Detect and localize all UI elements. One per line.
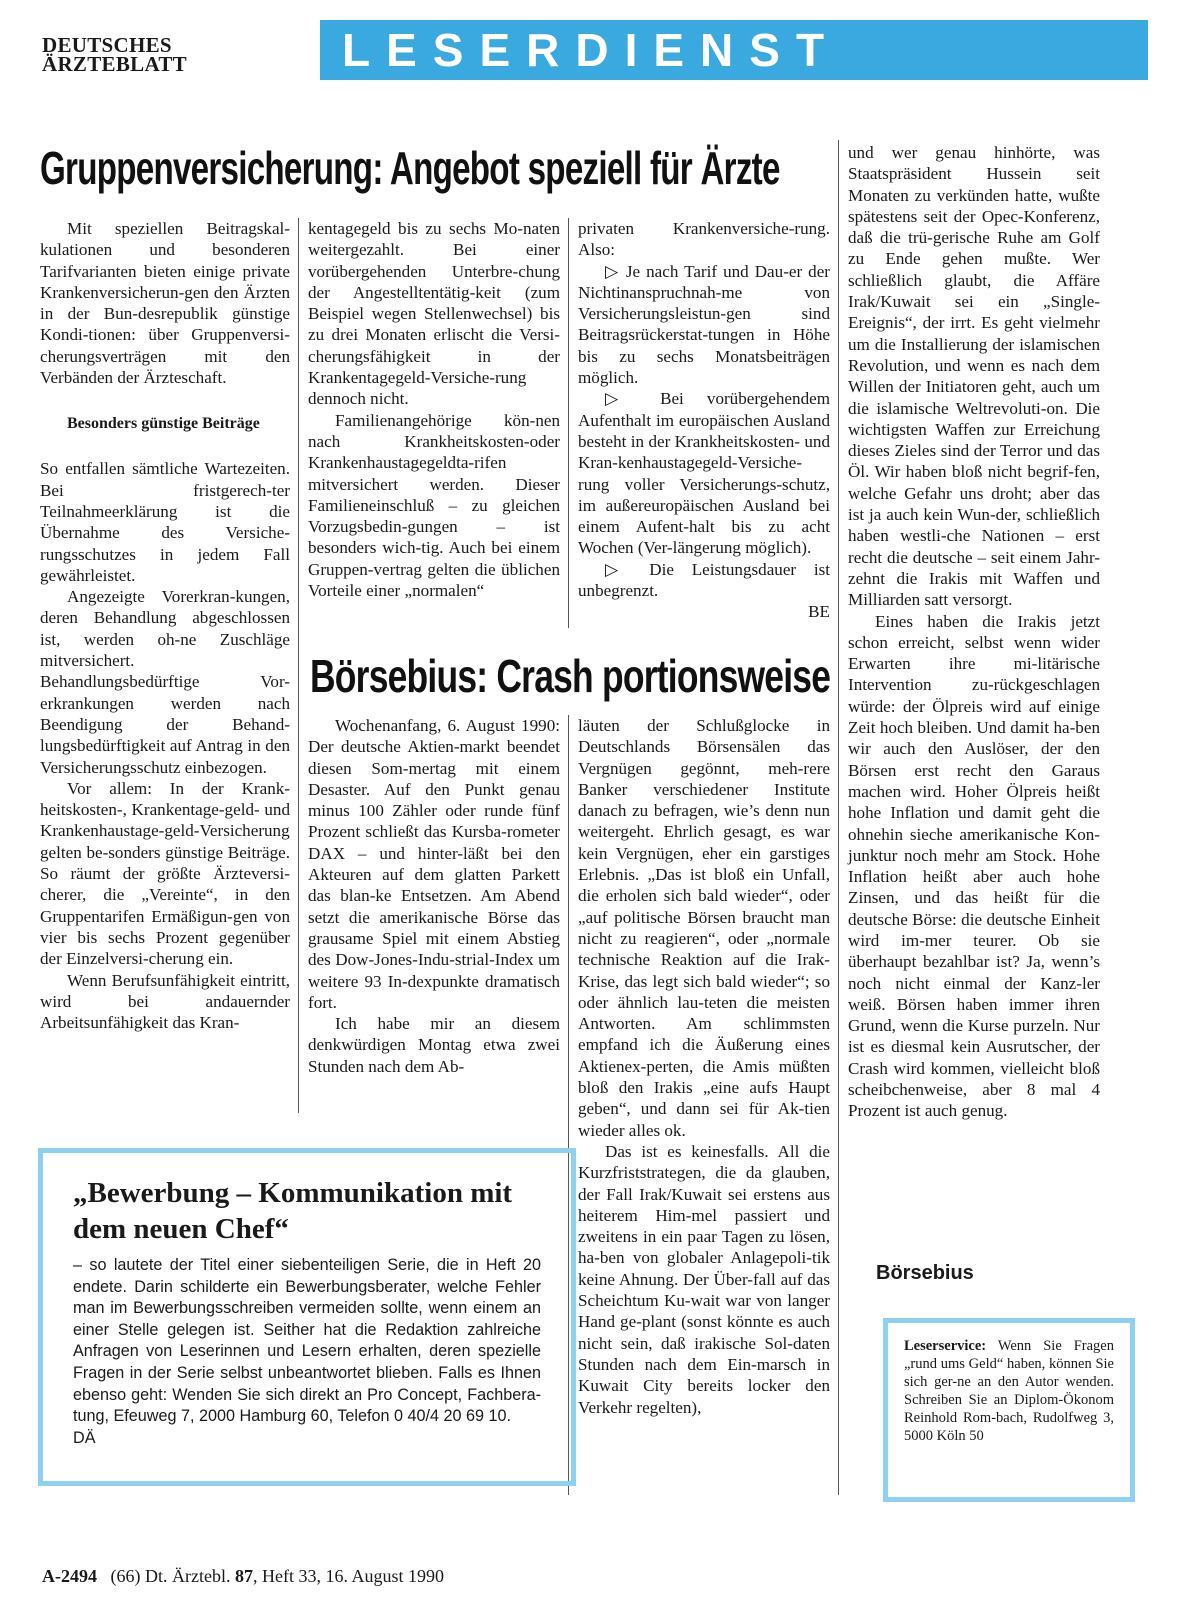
column-divider [568, 218, 569, 628]
article1-subheading: Besonders günstige Beiträge [67, 415, 260, 433]
article1-column-2 [308, 218, 560, 601]
article1-paragraph: kentagegeld bis zu sechs Mo-naten weitergezahlt. Bei einer vorübergehenden Unterbre-chung der Angestelltentätig-keit (zum Beispiel wegen Stellenwechsel) bis zu drei Monaten erlischt die Versi-cherungsfähigkeit in der Krankentagegeld-Versiche-rung dennoch nicht. [308, 219, 560, 409]
masthead-logo [42, 33, 217, 76]
article1-bullet: ▷ Bei vorübergehendem Aufenthalt im europäischen Ausland besteht in der Krankheitskosten- und Kran-kenhaustagegeld-Versiche-rung voller Versicherungs-schutz, im außereuropäischen Ausland bei einem Aufent-halt bis zu acht Wochen (Ver-längerung möglich). [578, 389, 830, 558]
reader-service-box [883, 1318, 1135, 1502]
article1-paragraph: Vor allem: In der Krank-heitskosten-, Krankentage-geld- und Krankenhaustage-geld-Versicherung gelten be-sonders günstige Beiträge. So räumt der größte Ärzteversi-cherer, die „Vereinte“, in den Gruppentarifen Ermäßigun-gen von vier bis sechs Prozent gegenüber der Einzelversi-cherung ein. [40, 778, 290, 969]
article2-paragraph: Das ist es keinesfalls. All die Kurzfriststrategen, die da glauben, der Fall Irak/Kuwait sei erstens aus heiterem Him-mel passiert und zweitens in ein paar Tagen zu lösen, ha-ben von globaler Anlagepoli-tik keine Ahnung. Der Über-fall auf das Scheichtum Ku-wait war von langer Hand ge-plant (sonst könnte es auch nicht sein, daß irakische Sol-daten Stunden nach dem Ein-marsch in Kuwait City bereits locker den Verkehr regelten), [578, 1141, 830, 1417]
page-footer [42, 1566, 444, 1587]
article1-paragraph: Angezeigte Vorerkran-kungen, deren Behandlung abgeschlossen ist, werden oh-ne Zuschläge mitversichert. Behandlungsbedürftige Vor-erkrankungen werden nach Beendigung der Behand-lungsbedürftigkeit auf Antrag in den Versicherungsschutz einbezogen. [40, 587, 290, 777]
article2-column-1 [308, 715, 560, 1077]
article2-paragraph: Wochenanfang, 6. August 1990: Der deutsche Aktien-markt beendet diesen Som-mertag mit einem Desaster. Auf den Punkt genau minus 100 Zähler oder runde fünf Prozent schließt das Kursba-rometer DAX – und hinter-läßt bei den Akteuren auf dem glatten Parkett das blan-ke Entsetzen. Am Abend setzt die amerikanische Börse das grausame Spiel mit einem Abstieg des Dow-Jones-Indu-strial-Index um weitere 93 In-dexpunkte dramatisch fort. [308, 716, 560, 1012]
footer-journal: Dt. Ärztebl. [145, 1566, 231, 1586]
article2-paragraph: läuten der Schlußglocke in Deutschlands Börsensälen das Vergnügen gegönnt, meh-rere Banker verschiedener Institute danach zu befragen, wie’s denn nun weitergeht. Ehrlich gesagt, es war kein Vergnügen, eher ein garstiges Erlebnis. „Das ist bloß ein Unfall, die erholen sich bald wieder“, oder „auf politische Börsen braucht man nicht zu reagieren“, oder „normale technische Reaktion auf die Irak-Krise, das legt sich bald wieder“; so oder ähnlich lau-teten die meisten Antworten. Am schlimmsten empfand ich die Äußerung eines Aktienex-perten, die Amis müßten bloß den Irakis „eine aufs Haupt geben“, und dann sei für Ak-tien wieder alles ok. [578, 716, 830, 1140]
notice-box-title: „Bewerbung – Kommunikation mit dem neuen Chef“ [73, 1177, 513, 1245]
footer-page-code: A-2494 [42, 1566, 97, 1586]
reader-service-text: Wenn Sie Fragen „rund ums Geld“ haben, können Sie sich ger-ne an den Autor wenden. Schreiben Sie an Diplom-Ökonom Reinhold Rom-bach, Rudolfweg 3, 5000 Köln 50 [904, 1338, 1114, 1444]
notice-box-text: – so lautete der Titel einer siebenteiligen Serie, die in Heft 20 endete. Darin schilderte ein Bewerbungsberater, welche Fehler man im Bewerbungsschreiben vermeiden sollte, wenn einem an einer Stelle gelegen ist. Seither hat die Redaktion zahlreiche Anfragen von Leserinnen und Lesern erhalten, deren spezielle Fragen in der Serie selbst unbeantwortet blieben. Falls es Ihnen ebenso geht: Wenden Sie sich direkt an Pro Concept, Fachbera-tung, Efeuweg 7, 2000 Hamburg 60, Telefon 0 40/4 20 69 10. [73, 1256, 541, 1426]
article2-paragraph: und wer genau hinhörte, was Staatspräsident Hussein seit Monaten zu verkünden hatte, wußte spätestens seit der Opec-Konferenz, daß die trü-gerische Ruhe am Golf zu Ende gehen mußte. Wer schließlich glaubt, die Affäre Irak/Kuwait sei ein „Single-Ereignis“, der irrt. Es geht vielmehr um die Installierung der islamischen Revolution, und wenn es nach dem Willen der Initiatoren geht, auch um die islamische Weltrevoluti-on. Die wichtigsten Waffen zur Erreichung dieses Zieles sind der Terror und das Öl. Wir haben bloß nicht begrif-fen, welche Gefahr uns droht; aber das ist ja auch kein Wun-der, schließlich haben westli-che Nationen – erst recht die deutsche – seit einem Jahr-zehnt die Irakis mit Waffen und Milliarden satt versorgt. [848, 143, 1100, 610]
notice-box-bewerbung [38, 1148, 576, 1486]
column-divider [838, 140, 839, 1495]
masthead-line1: DEUTSCHES [42, 33, 172, 57]
article2-signature: Börsebius [876, 1262, 974, 1284]
article1-bullet: ▷ Die Leistungsdauer ist unbegrenzt. [578, 559, 830, 601]
article2-paragraph: Eines haben die Irakis jetzt schon erreicht, selbst wenn wider Erwarten ihre mi-litärische Intervention zu-rückgeschlagen würde: der Ölpreis wird auf einige Zeit hoch bleiben. Und damit ha-ben wir auch den Auslöser, der den Börsen erst recht den Garaus machen wird. Hoher Ölpreis heißt hohe Inflation und damit geht die ohnehin sieche amerikanische Kon-junktur noch mehr am Stock. Hohe Inflation heißt aber auch hohe Zinsen, und das heißt für die deutsche Börse: die deutsche Einheit wird im-mer teurer. Ob sie überhaupt bezahlbar ist? Ja, wenn’s noch nicht einmal der Kanz-ler weiß. Börsen haben immer ihren Grund, wenn die Kurse purzeln. Nur ist es diesmal kein Ausrutscher, der Crash wird kommen, vielleicht bloß scheibchenweise, aber 8 mal 4 Prozent ist auch genug. [848, 611, 1100, 1121]
article2-headline: Börsebius: Crash portionsweise [310, 650, 831, 702]
article1-paragraph: Mit speziellen Beitragskal-kulationen und besonderen Tarifvarianten bieten einige private Krankenversicherun-gen den Ärzten in der Bun-desrepublik günstige Kondi-tionen: über Gruppenversi-cherungsverträgen mit den Verbänden der Ärzteschaft. [40, 219, 290, 388]
notice-box-signature: DÄ [73, 1428, 96, 1447]
footer-page-number: (66) [110, 1566, 141, 1586]
footer-issue: , Heft 33, 16. August 1990 [252, 1566, 444, 1586]
article1-paragraph: Familienangehörige kön-nen nach Krankheitskosten-oder Krankenhaustagegeldta-rifen mitversichert werden. Dieser Familieneinschluß – zu gleichen Vorzugsbedin-gungen – ist besonders wich-tig. Auch bei einem Gruppen-vertrag gelten die üblichen Vorteile einer „normalen“ [308, 410, 560, 601]
column-divider [298, 218, 299, 1113]
article1-paragraph: Wenn Berufsunfähigkeit eintritt, wird bei andauernder Arbeitsunfähigkeit das Kran- [40, 970, 290, 1033]
article1-headline: Gruppenversicherung: Angebot speziell für Ärzte [40, 142, 780, 194]
article1-paragraph: privaten Krankenversiche-rung. Also: [578, 219, 830, 260]
article1-paragraph: So entfallen sämtliche Wartezeiten. Bei fristgerech-ter Teilnahmeerklärung ist die Übernahme des Versiche-rungsschutzes in jedem Fall gewährleistet. [40, 459, 290, 585]
article1-column-3 [578, 218, 830, 623]
article2-column-3 [848, 142, 1100, 1122]
footer-volume: 87 [234, 1566, 253, 1586]
article2-paragraph: Ich habe mir an diesem denkwürdigen Montag etwa zwei Stunden nach dem Ab- [308, 1014, 560, 1076]
article1-signature: BE [808, 602, 830, 622]
article1-bullet: ▷ Je nach Tarif und Dau-er der Nichtinanspruchnah-me von Versicherungsleistun-gen sind Beitragsrückerstat-tungen in Höhe bis zu sechs Monatsbeiträgen möglich. [578, 261, 830, 388]
masthead-line2: ÄRZTEBLATT [42, 52, 187, 76]
reader-service-label: Leserservice: [904, 1338, 987, 1354]
section-banner: LESERDIENST [320, 20, 1148, 80]
article1-column-1 [40, 218, 290, 1033]
article2-column-2 [578, 715, 830, 1418]
